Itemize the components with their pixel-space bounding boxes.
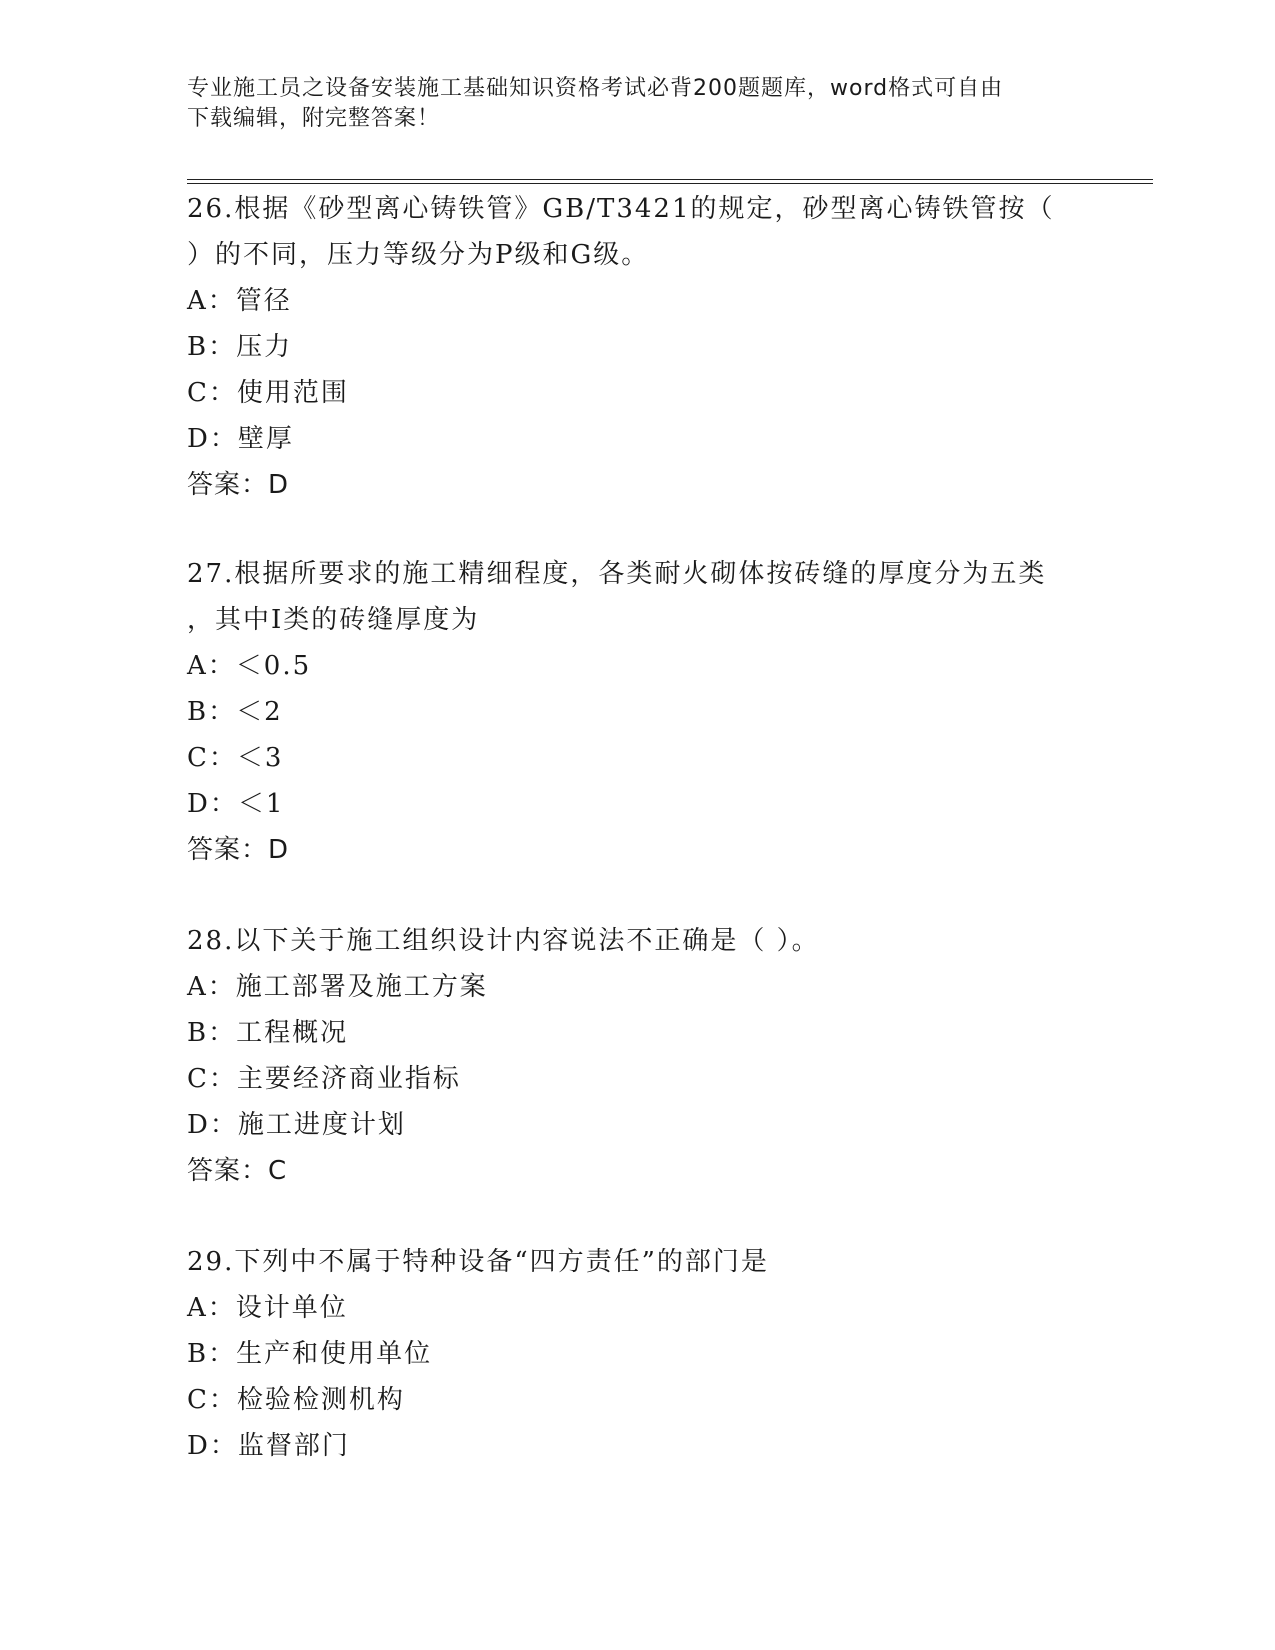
question-27 xyxy=(187,551,1077,873)
option-a: A：＜0.5 xyxy=(187,651,312,681)
option-a: A：施工部署及施工方案 xyxy=(187,972,488,1002)
option-b: B：工程概况 xyxy=(187,1018,349,1048)
document-header xyxy=(187,74,1067,134)
option-b: B：生产和使用单位 xyxy=(187,1339,433,1369)
option-c: C：使用范围 xyxy=(187,378,349,408)
option-c: C：检验检测机构 xyxy=(187,1385,405,1415)
header-divider-bottom xyxy=(187,183,1153,184)
answer-label: 答案：C xyxy=(187,1156,288,1186)
question-29 xyxy=(187,1239,1077,1469)
header-divider-top xyxy=(187,179,1153,180)
answer-label: 答案：D xyxy=(187,835,290,865)
option-d: D：监督部门 xyxy=(187,1431,350,1461)
question-stem-line: ，其中I类的砖缝厚度为 xyxy=(187,605,480,635)
question-stem-line: 27.根据所要求的施工精细程度，各类耐火砌体按砖缝的厚度分为五类 xyxy=(187,559,1047,589)
question-26 xyxy=(187,186,1077,508)
question-stem-line: 26.根据《砂型离心铸铁管》GB/T3421的规定，砂型离心铸铁管按（ xyxy=(187,194,1055,224)
option-c: C：主要经济商业指标 xyxy=(187,1064,461,1094)
question-28 xyxy=(187,918,1077,1194)
question-stem-line: 28.以下关于施工组织设计内容说法不正确是（ ）。 xyxy=(187,926,820,956)
option-b: B：＜2 xyxy=(187,697,283,727)
option-a: A：设计单位 xyxy=(187,1293,348,1323)
option-c: C：＜3 xyxy=(187,743,284,773)
question-stem-line: 29.下列中不属于特种设备“四方责任”的部门是 xyxy=(187,1247,769,1277)
header-line-1: 专业施工员之设备安装施工基础知识资格考试必背200题题库，word格式可自由 xyxy=(187,76,1004,101)
header-line-2: 下载编辑，附完整答案！ xyxy=(187,106,441,131)
option-d: D：施工进度计划 xyxy=(187,1110,406,1140)
option-d: D：＜1 xyxy=(187,789,285,819)
option-a: A：管径 xyxy=(187,286,292,316)
option-b: B：压力 xyxy=(187,332,293,362)
question-stem-line: ）的不同，压力等级分为P级和G级。 xyxy=(187,240,650,270)
answer-label: 答案：D xyxy=(187,470,290,500)
option-d: D：壁厚 xyxy=(187,424,294,454)
